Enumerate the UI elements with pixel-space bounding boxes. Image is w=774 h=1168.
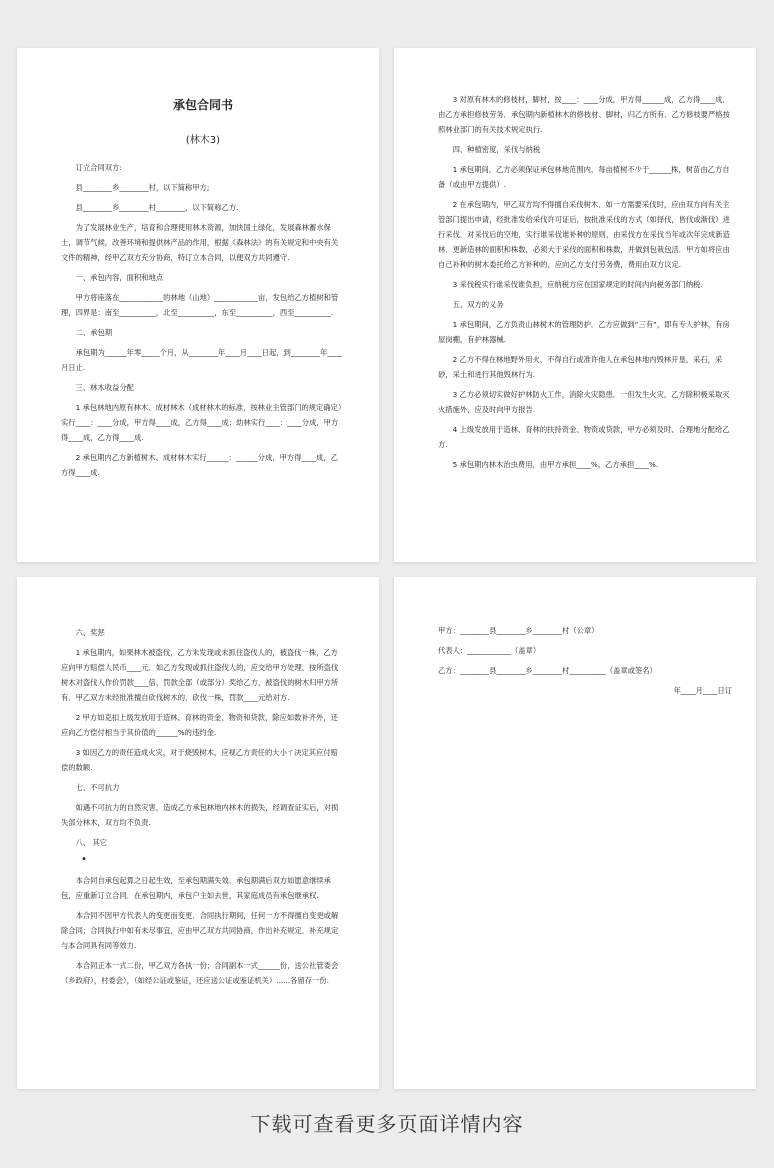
- paragraph: 1 承包林地内原有林木、成材林木（成材林木的标准，按林业主管部门的规定确定）实行____：____分成，甲方得____成，乙方得____成；幼林实行____：____分成，甲方得____成，乙方得____成.: [61, 403, 342, 442]
- paragraph: 1 承包期间，乙方负责山林树木的管理防护．乙方应做到“三有”，即有专人护林，有房屋岗棚，有护林器械.: [438, 320, 730, 344]
- paragraph: 五、双方的义务: [452, 300, 504, 309]
- paragraph: 乙方：________县________乡________村__________（盖章或签名）: [438, 666, 657, 675]
- paragraph: 甲方将座落在____________的林地（山地）____________亩，发包给乙方植树和管理，四界是：南至__________，北至__________，东至__________，西至__________.: [61, 293, 339, 317]
- paragraph: 一、承包内容，面积和地点: [75, 273, 164, 282]
- paragraph: 八、 其它: [75, 838, 108, 847]
- document-page-1: [17, 48, 379, 562]
- paragraph: 为了发展林业生产，培育和合理使用林木资源，加快国土绿化，发展森林蓄水保土，调节气候，改善环境和提供林产品的作用，根据《森林法》的有关规定和中央有关文件的精神，经甲乙双方充分协商，特订立本合同，以便双方共同遵守.: [61, 223, 339, 262]
- download-more-prompt[interactable]: 下载可查看更多页面详情内容: [250, 1112, 524, 1136]
- document-subtitle: (林木3): [185, 135, 221, 146]
- paragraph: 3 如因乙方的责任造成火灾，对于烧毁树木，应视乙方责任的大小ㄒ决定其应付赔偿的数额.: [61, 748, 338, 772]
- paragraph: 代表人：____________（盖章）: [438, 646, 541, 655]
- paragraph: 2 甲方如克扣上级发放用于造林、育林的资金、物资和贷款，除应如数补齐外，还应向乙方偿付相当于其价值的______%的违约金.: [61, 713, 338, 737]
- paragraph: 县________乡________村________，以下简称乙方.: [75, 203, 239, 212]
- paragraph: 5 承包期内林木治虫费用，由甲方承担____%，乙方承担____%.: [452, 460, 659, 469]
- paragraph: 本合同不因甲方代表人的变更而变更．合同执行期间，任何一方不得擅自变更或解除合同；合同执行中如有未尽事宜，应由甲乙双方共同协商，作出补充规定．补充规定与本合同具有同等效力.: [61, 911, 339, 950]
- paragraph: 县________乡________村，以下简称甲方;: [75, 183, 210, 192]
- paragraph: 年____月____日订: [673, 686, 732, 695]
- paragraph: 2 乙方不得在林地野外用火，不得自行或准许他人在承包林地内毁林开垦，采石，采砂，采土和进行其他毁林行为.: [438, 355, 723, 379]
- paragraph: 二、承包期: [75, 328, 113, 337]
- paragraph: 订立合同双方:: [75, 163, 122, 172]
- page-3-body: [61, 625, 345, 988]
- paragraph: 承包期为______年零_____个月，从________年____月____日起，到________年____月日止.: [61, 348, 342, 372]
- paragraph: 3 对原有林木的修枝材，脚材，按____：____分成，甲方得______成，乙方得____成．由乙方承担修枝劳务．承包期内新植林木的修枝材、脚材，归乙方所有．乙方修枝要严格按照林业部门的有关技术规定执行.: [438, 95, 730, 134]
- paragraph: 七、不可抗力: [75, 783, 120, 792]
- paragraph: 本合同自承包起算之日起生效，至承包期满失效．承包期满后双方如愿意继续承包，应重新订立合同．在承包期内，承包户主如去世，其家庭成员有承包继承权.: [61, 876, 331, 900]
- paragraph: 如遇不可抗力的自然灾害，造成乙方承包林地内林木的损失，经调查证实后，对损失部分林木，双方均不负责.: [61, 803, 339, 827]
- paragraph: 1 承包期内，如果林木被盗伐，乙方未发现或未抓住盗伐人的，被盗伐一株，乙方应向甲方赔偿人民币____元．如乙方发现或抓住盗伐人的，应交给甲方处理，按所盗伐树木对盗伐人作价罚款____倍，罚款全部（或部分）奖给乙方，被盗伐的树木归甲方所有．甲乙双方未经批准擅自砍伐树木的，砍伐一株，罚款____元给对方.: [61, 648, 339, 702]
- paragraph: 2 在承包期内，甲乙双方均不得擅自采伐树木．如一方需要采伐时，应由双方向有关主管部门提出申请，经批准发给采伐许可证后，按批准采伐的方式（如择伐，皆伐或渐伐）进行采伐．对采伐后的空地，实行谁采伐谁补种的原则，由采伐方在采伐当年或次年完成新造林．更新造林的面积和株数，必须大于采伐的面积和株数，并做到包栽包活．甲方如将应由自己补种的树木委托给乙方补种的，应向乙方支付劳务费，费用由双方议定.: [438, 200, 730, 269]
- paragraph: 1 承包期间，乙方必须保证承包林地范围内，每亩植树不少于______株，树苗由乙方自备（或由甲方提供）.: [438, 165, 730, 189]
- document-page-4: [394, 577, 756, 1089]
- paragraph: 4 上级发放用于造林、育林的扶持资金、物资或贷款，甲方必须及时、合理地分配给乙方.: [438, 425, 730, 449]
- paragraph: •: [81, 854, 87, 865]
- document-page-3: [17, 577, 379, 1089]
- page-1-body: [61, 160, 345, 480]
- paragraph: 六、奖惩: [75, 628, 105, 637]
- page-2-body: [438, 92, 732, 472]
- paragraph: 本合同正本一式二份，甲乙双方各执一份；合同副本一式______份，送公社管委会（乡政府），村委会），（如经公证或鉴证，还应送公证或鉴证机关）......各留存一份.: [61, 961, 339, 985]
- page-4-body: [438, 623, 732, 698]
- paragraph: 甲方：________县________乡________村（公章）: [438, 626, 599, 635]
- paragraph: 2 承包期内乙方新植树木、成材林木实行______：______分成，甲方得____成，乙方得____成.: [61, 453, 338, 477]
- paragraph: 四、种植密度，采伐与纳税: [452, 145, 541, 154]
- paragraph: 三、林木收益分配: [75, 383, 134, 392]
- document-page-2: [394, 48, 756, 562]
- paragraph: 3 采伐税实行谁采伐谁负担，应纳税方应在国家规定的时间内向税务部门纳税.: [452, 280, 703, 289]
- document-title: 承包合同书: [172, 98, 233, 112]
- paragraph: 3 乙方必须切实做好护林防火工作，消除火灾隐患．一但发生火灾，乙方除积极采取灭火措施外，应及时向甲方报告.: [438, 390, 730, 414]
